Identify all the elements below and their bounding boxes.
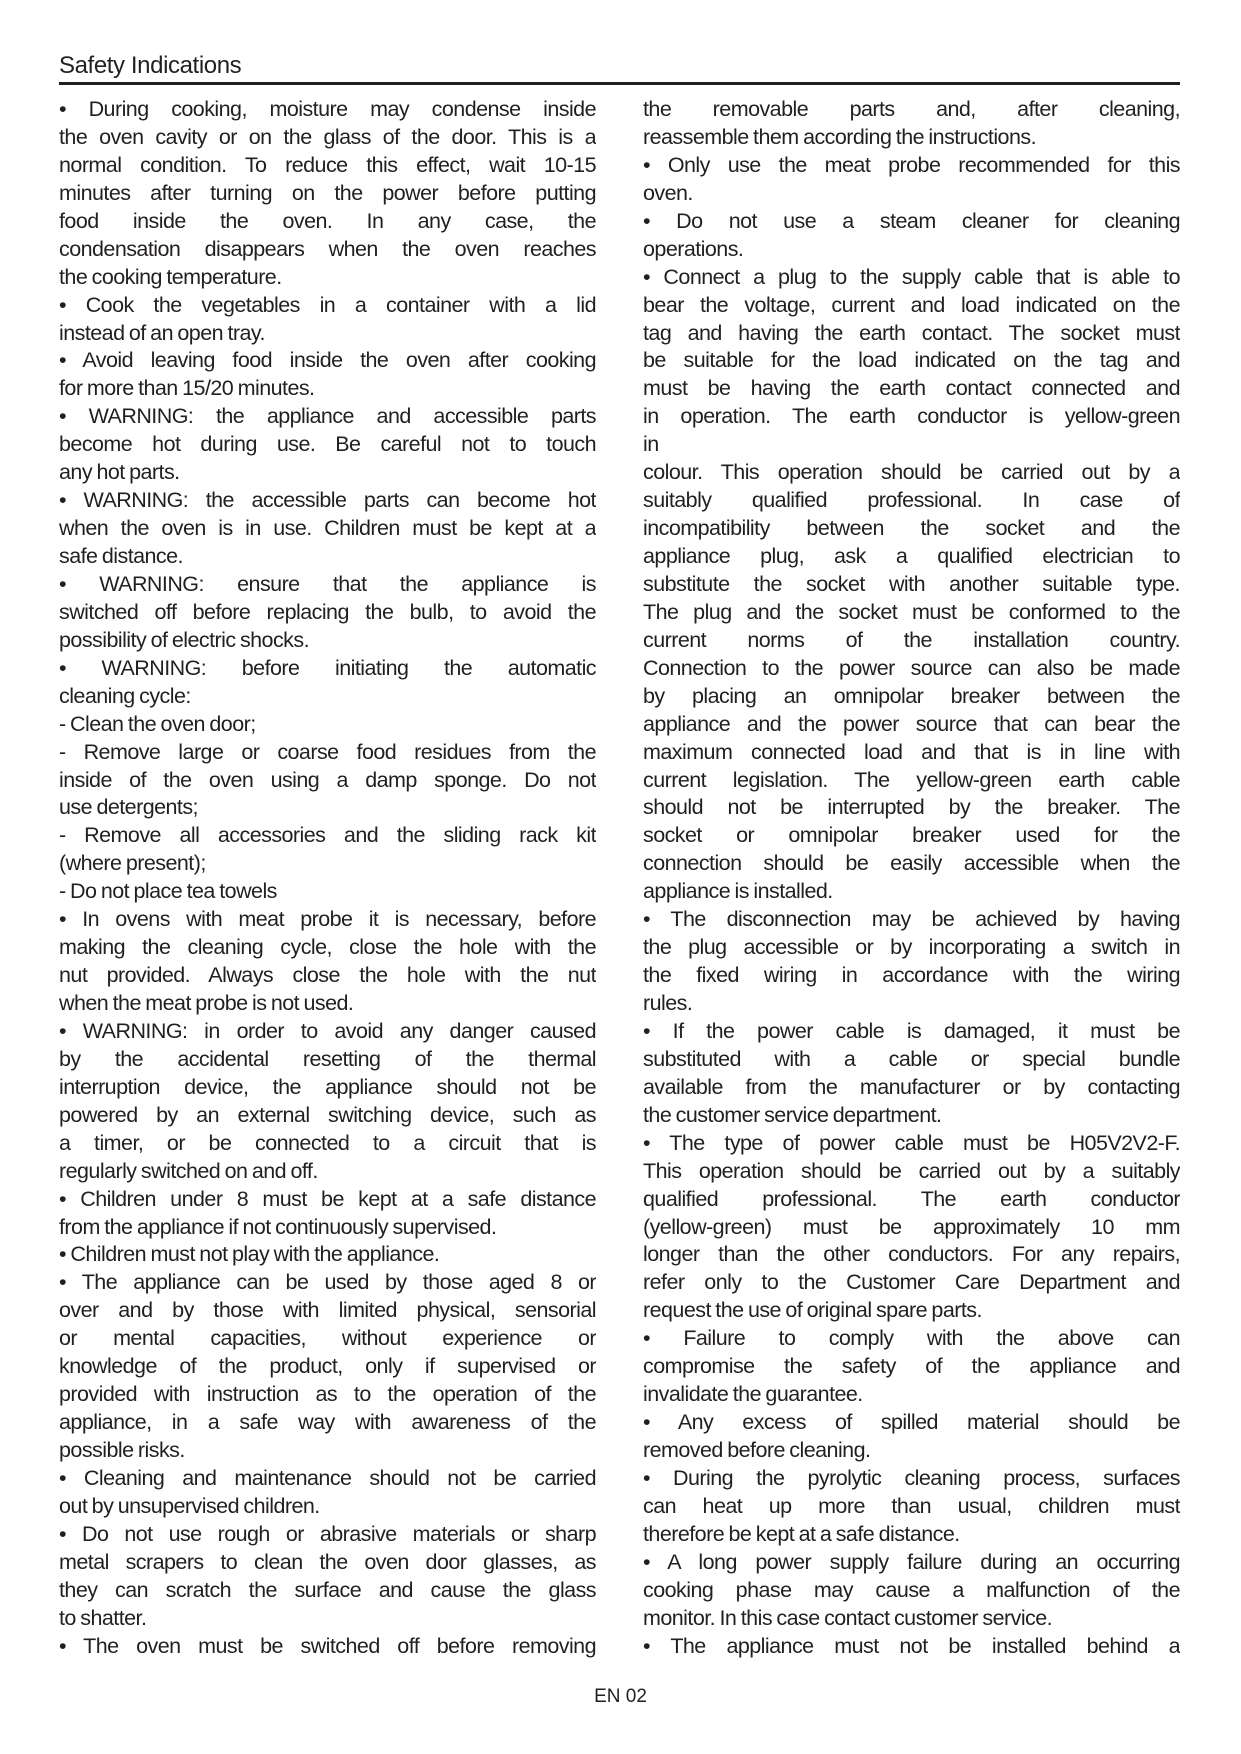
- right-column: [643, 96, 1180, 1661]
- text-line: instead of an open tray.: [59, 320, 265, 345]
- text-line: connection should be easily accessible when the: [643, 851, 1180, 876]
- text-line: the plug accessible or by incorporating a switch in: [643, 935, 1180, 960]
- text-line: condensation disappears when the oven reaches: [59, 236, 596, 261]
- text-line: current legislation. The yellow-green earth cable: [643, 767, 1180, 792]
- text-line: qualified professional. The earth conductor: [643, 1186, 1180, 1211]
- text-line: - Clean the oven door;: [59, 711, 256, 736]
- text-line: over and by those with limited physical, sensorial: [59, 1298, 596, 1323]
- text-line: from the appliance if not continuously supervised.: [59, 1214, 497, 1239]
- text-line: monitor. In this case contact customer service.: [643, 1605, 1053, 1630]
- text-line: safe distance.: [59, 544, 183, 568]
- text-line: • The oven must be switched off before removing: [59, 1633, 596, 1658]
- text-line: The plug and the socket must be conformed to the: [643, 599, 1180, 624]
- text-line: possible risks.: [59, 1438, 185, 1462]
- text-line: the fixed wiring in accordance with the wiring: [643, 963, 1180, 988]
- text-line: reassemble them according the instructions.: [643, 124, 1036, 149]
- text-line: substituted with a cable or special bundle: [643, 1046, 1180, 1071]
- text-line: metal scrapers to clean the oven door glasses, as: [59, 1549, 596, 1574]
- text-line: appliance, in a safe way with awareness of the: [59, 1410, 596, 1435]
- text-line: longer than the other conductors. For any repairs,: [643, 1242, 1180, 1267]
- text-line: socket or omnipolar breaker used for the: [643, 823, 1180, 848]
- text-line: can heat up more than usual, children must: [643, 1493, 1180, 1518]
- text-line: any hot parts.: [59, 460, 180, 485]
- text-line: • WARNING: before initiating the automatic: [59, 655, 596, 680]
- text-line: • Do not use rough or abrasive materials or sharp: [59, 1521, 596, 1546]
- text-line: rules.: [643, 991, 693, 1015]
- text-line: use detergents;: [59, 795, 198, 820]
- text-line: out by unsupervised children.: [59, 1493, 320, 1518]
- text-line: appliance is installed.: [643, 879, 833, 904]
- text-line: oven.: [643, 180, 693, 205]
- text-line: nut provided. Always close the hole with the nut: [59, 963, 596, 988]
- text-line: colour. This operation should be carried out by a: [643, 460, 1180, 485]
- text-line: • WARNING: ensure that the appliance is: [59, 571, 596, 596]
- text-line: • Connect a plug to the supply cable that is able to: [643, 264, 1180, 289]
- text-line: • WARNING: in order to avoid any danger caused: [59, 1018, 596, 1043]
- text-line: request the use of original spare parts.: [643, 1298, 982, 1323]
- text-line: cooking phase may cause a malfunction of the: [643, 1577, 1180, 1602]
- text-line: • During the pyrolytic cleaning process, surfaces: [643, 1465, 1180, 1490]
- text-line: refer only to the Customer Care Department and: [643, 1270, 1180, 1295]
- text-line: inside of the oven using a damp sponge. Do not: [59, 767, 596, 792]
- text-line: must be having the earth contact connected and: [643, 376, 1180, 401]
- text-line: normal condition. To reduce this effect, wait 10-15: [59, 152, 596, 177]
- text-line: • WARNING: the accessible parts can become hot: [59, 488, 596, 513]
- text-line: by the accidental resetting of the thermal: [59, 1046, 596, 1071]
- text-line: food inside the oven. In any case, the: [59, 208, 596, 233]
- text-line: possibility of electric shocks.: [59, 627, 309, 652]
- text-line: • Cleaning and maintenance should not be carried: [59, 1465, 596, 1490]
- text-line: powered by an external switching device, such as: [59, 1102, 596, 1127]
- text-line: • Avoid leaving food inside the oven after cooking: [59, 348, 596, 373]
- text-line: compromise the safety of the appliance and: [643, 1354, 1180, 1379]
- text-line: • The disconnection may be achieved by having: [643, 907, 1180, 932]
- text-line: - Do not place tea towels: [59, 879, 277, 904]
- text-line: therefore be kept at a safe distance.: [643, 1521, 960, 1546]
- text-line: cleaning cycle:: [59, 683, 191, 708]
- text-line: • Children under 8 must be kept at a safe distance: [59, 1186, 596, 1211]
- text-line: • Any excess of spilled material should be: [643, 1410, 1180, 1435]
- page-number: EN 02: [594, 1686, 647, 1707]
- text-line: to shatter.: [59, 1605, 147, 1630]
- text-line: appliance and the power source that can bear the: [643, 711, 1180, 736]
- text-line: • Only use the meat probe recommended for this: [643, 152, 1180, 177]
- text-line: substitute the socket with another suitable type.: [643, 571, 1180, 596]
- text-line: removed before cleaning.: [643, 1438, 871, 1462]
- text-line: (yellow-green) must be approximately 10 mm: [643, 1214, 1180, 1239]
- text-line: become hot during use. Be careful not to touch: [59, 432, 596, 457]
- text-line: (where present);: [59, 851, 206, 876]
- text-line: provided with instruction as to the operation of the: [59, 1382, 596, 1407]
- text-line: knowledge of the product, only if supervised or: [59, 1354, 596, 1379]
- text-line: regularly switched on and off.: [59, 1158, 318, 1183]
- text-line: appliance plug, ask a qualified electrician to: [643, 544, 1180, 568]
- text-line: the removable parts and, after cleaning,: [643, 97, 1180, 121]
- text-line: invalidate the guarantee.: [643, 1382, 863, 1407]
- text-line: in: [643, 432, 659, 457]
- page-title: Safety Indications: [59, 52, 242, 79]
- text-line: bear the voltage, current and load indicated on the: [643, 292, 1180, 317]
- text-line: should not be interrupted by the breaker. The: [643, 795, 1180, 820]
- text-line: switched off before replacing the bulb, to avoid the: [59, 599, 596, 624]
- text-line: for more than 15/20 minutes.: [59, 376, 315, 401]
- text-line: - Remove large or coarse food residues from the: [59, 739, 596, 764]
- text-line: • In ovens with meat probe it is necessary, before: [59, 907, 596, 932]
- text-line: current norms of the installation country.: [643, 627, 1180, 652]
- text-line: interruption device, the appliance should not be: [59, 1074, 596, 1099]
- title-divider: [59, 82, 1180, 85]
- text-line: maximum connected load and that is in line with: [643, 739, 1180, 764]
- text-line: This operation should be carried out by a suitably: [643, 1158, 1180, 1183]
- text-line: • A long power supply failure during an occurring: [643, 1549, 1180, 1574]
- text-line: the customer service department.: [643, 1102, 942, 1127]
- text-line: • Cook the vegetables in a container with a lid: [59, 292, 596, 317]
- text-line: incompatibility between the socket and the: [643, 516, 1180, 541]
- text-line: by placing an omnipolar breaker between the: [643, 683, 1180, 708]
- text-line: • If the power cable is damaged, it must be: [643, 1018, 1180, 1043]
- text-line: a timer, or be connected to a circuit that is: [59, 1130, 596, 1155]
- text-line: the oven cavity or on the glass of the door. This is a: [59, 124, 596, 149]
- text-line: in operation. The earth conductor is yellow-green: [643, 404, 1180, 429]
- text-line: Connection to the power source can also be made: [643, 655, 1180, 680]
- text-line: tag and having the earth contact. The socket must: [643, 320, 1180, 345]
- text-line: • The appliance can be used by those aged 8 or: [59, 1270, 596, 1295]
- text-line: available from the manufacturer or by contacting: [643, 1074, 1180, 1099]
- text-line: • Do not use a steam cleaner for cleaning: [643, 208, 1180, 233]
- text-line: - Remove all accessories and the sliding rack kit: [59, 823, 596, 848]
- text-line: or mental capacities, without experience or: [59, 1326, 596, 1351]
- text-line: • Failure to comply with the above can: [643, 1326, 1180, 1351]
- text-line: operations.: [643, 236, 744, 261]
- text-line: they can scratch the surface and cause the glass: [59, 1577, 596, 1602]
- text-line: • During cooking, moisture may condense inside: [59, 97, 596, 121]
- left-column: [59, 96, 596, 1661]
- text-line: be suitable for the load indicated on the tag and: [643, 348, 1180, 373]
- text-line: • The appliance must not be installed behind a: [643, 1633, 1180, 1658]
- text-line: making the cleaning cycle, close the hole with the: [59, 935, 596, 960]
- text-line: when the meat probe is not used.: [59, 991, 354, 1015]
- text-line: the cooking temperature.: [59, 264, 282, 289]
- text-line: suitably qualified professional. In case of: [643, 488, 1180, 513]
- text-line: • Children must not play with the appliance.: [59, 1242, 440, 1267]
- text-line: • The type of power cable must be H05V2V2-F.: [643, 1130, 1180, 1155]
- text-line: • WARNING: the appliance and accessible parts: [59, 404, 596, 429]
- text-line: minutes after turning on the power before putting: [59, 180, 596, 205]
- text-line: when the oven is in use. Children must be kept at a: [59, 516, 596, 541]
